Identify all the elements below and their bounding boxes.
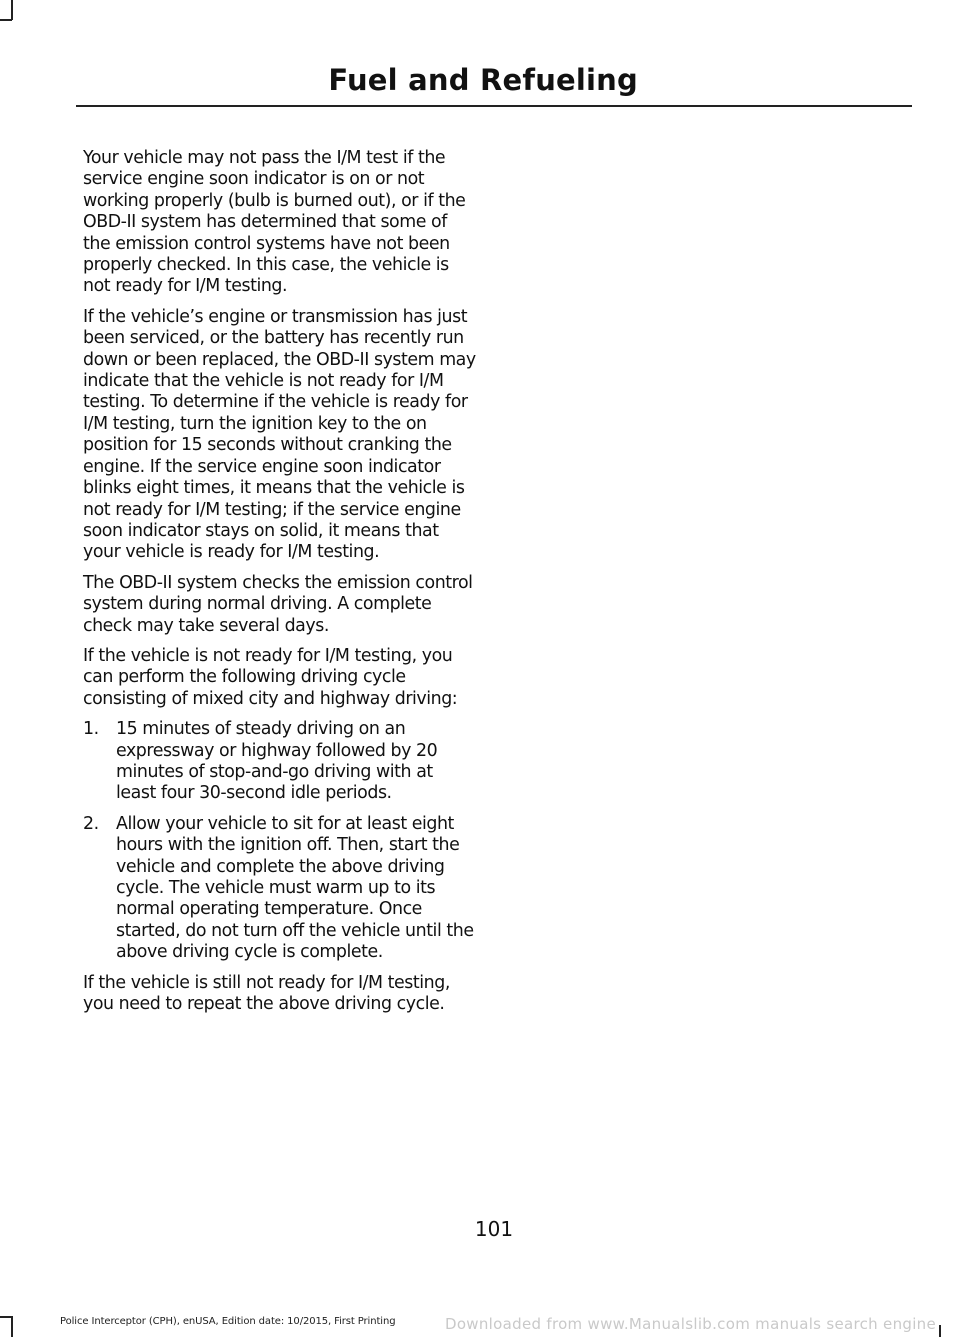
crop-mark-bottom-right-vertical	[939, 1325, 941, 1337]
step-text: Allow your vehicle to sit for at least eight hours with the ignition off. Then, start the vehicle and complete the above driving cycle. The vehicle must warm up to its normal operating temperature. Once started, do not turn off the vehicle until the above driving cycle is complete.	[116, 813, 474, 963]
edition-line: Police Interceptor (CPH), enUSA, Edition date: 10/2015, First Printing	[60, 1316, 396, 1327]
paragraph-obd-checks: The OBD-II system checks the emission control system during normal driving. A complete check may take several days.	[83, 572, 473, 636]
page-title: Fuel and Refueling	[328, 63, 638, 97]
watermark: Downloaded from www.Manualslib.com manuals search engine	[444, 1315, 936, 1333]
crop-mark-bottom-left-horizontal	[0, 1316, 12, 1318]
crop-mark-top-left-vertical	[11, 0, 13, 20]
paragraph-repeat-cycle: If the vehicle is still not ready for I/M testing, you need to repeat the above driving cycle.	[83, 972, 450, 1015]
driving-cycle-steps	[83, 719, 477, 963]
crop-mark-top-left-horizontal	[0, 19, 12, 21]
header-divider	[76, 105, 912, 107]
list-item	[83, 814, 477, 964]
step-text: 15 minutes of steady driving on an expressway or highway followed by 20 minutes of stop-and-go driving with at least four 30-second idle periods.	[116, 719, 438, 804]
step-number: 2.	[83, 813, 99, 834]
page-number: 101	[474, 1217, 514, 1241]
paragraph-recently-serviced: If the vehicle’s engine or transmission has just been serviced, or the battery has recently run down or been replaced, the OBD-II system may indicate that the vehicle is not ready for I/M testing. To determine if the vehicle is ready for I/M testing, turn the ignition key to the on position for 15 seconds without cranking the engine. If the service engine soon indicator blinks eight times, it means that the vehicle is not ready for I/M testing; if the service engine soon indicator stays on solid, it means that your vehicle is ready for I/M testing.	[83, 306, 476, 563]
step-number: 1.	[83, 719, 99, 740]
paragraph-im-test-fail: Your vehicle may not pass the I/M test if the service engine soon indicator is on or not working properly (bulb is burned out), or if the OBD-II system has determined that some of the emission control systems have not been properly checked. In this case, the vehicle is not ready for I/M testing.	[83, 148, 466, 297]
paragraph-driving-cycle-intro: If the vehicle is not ready for I/M testing, you can perform the following driving cycle consisting of mixed city and highway driving:	[83, 645, 458, 709]
list-item	[83, 719, 477, 805]
crop-mark-bottom-left-vertical	[11, 1316, 13, 1337]
body-text-column	[83, 148, 477, 1024]
